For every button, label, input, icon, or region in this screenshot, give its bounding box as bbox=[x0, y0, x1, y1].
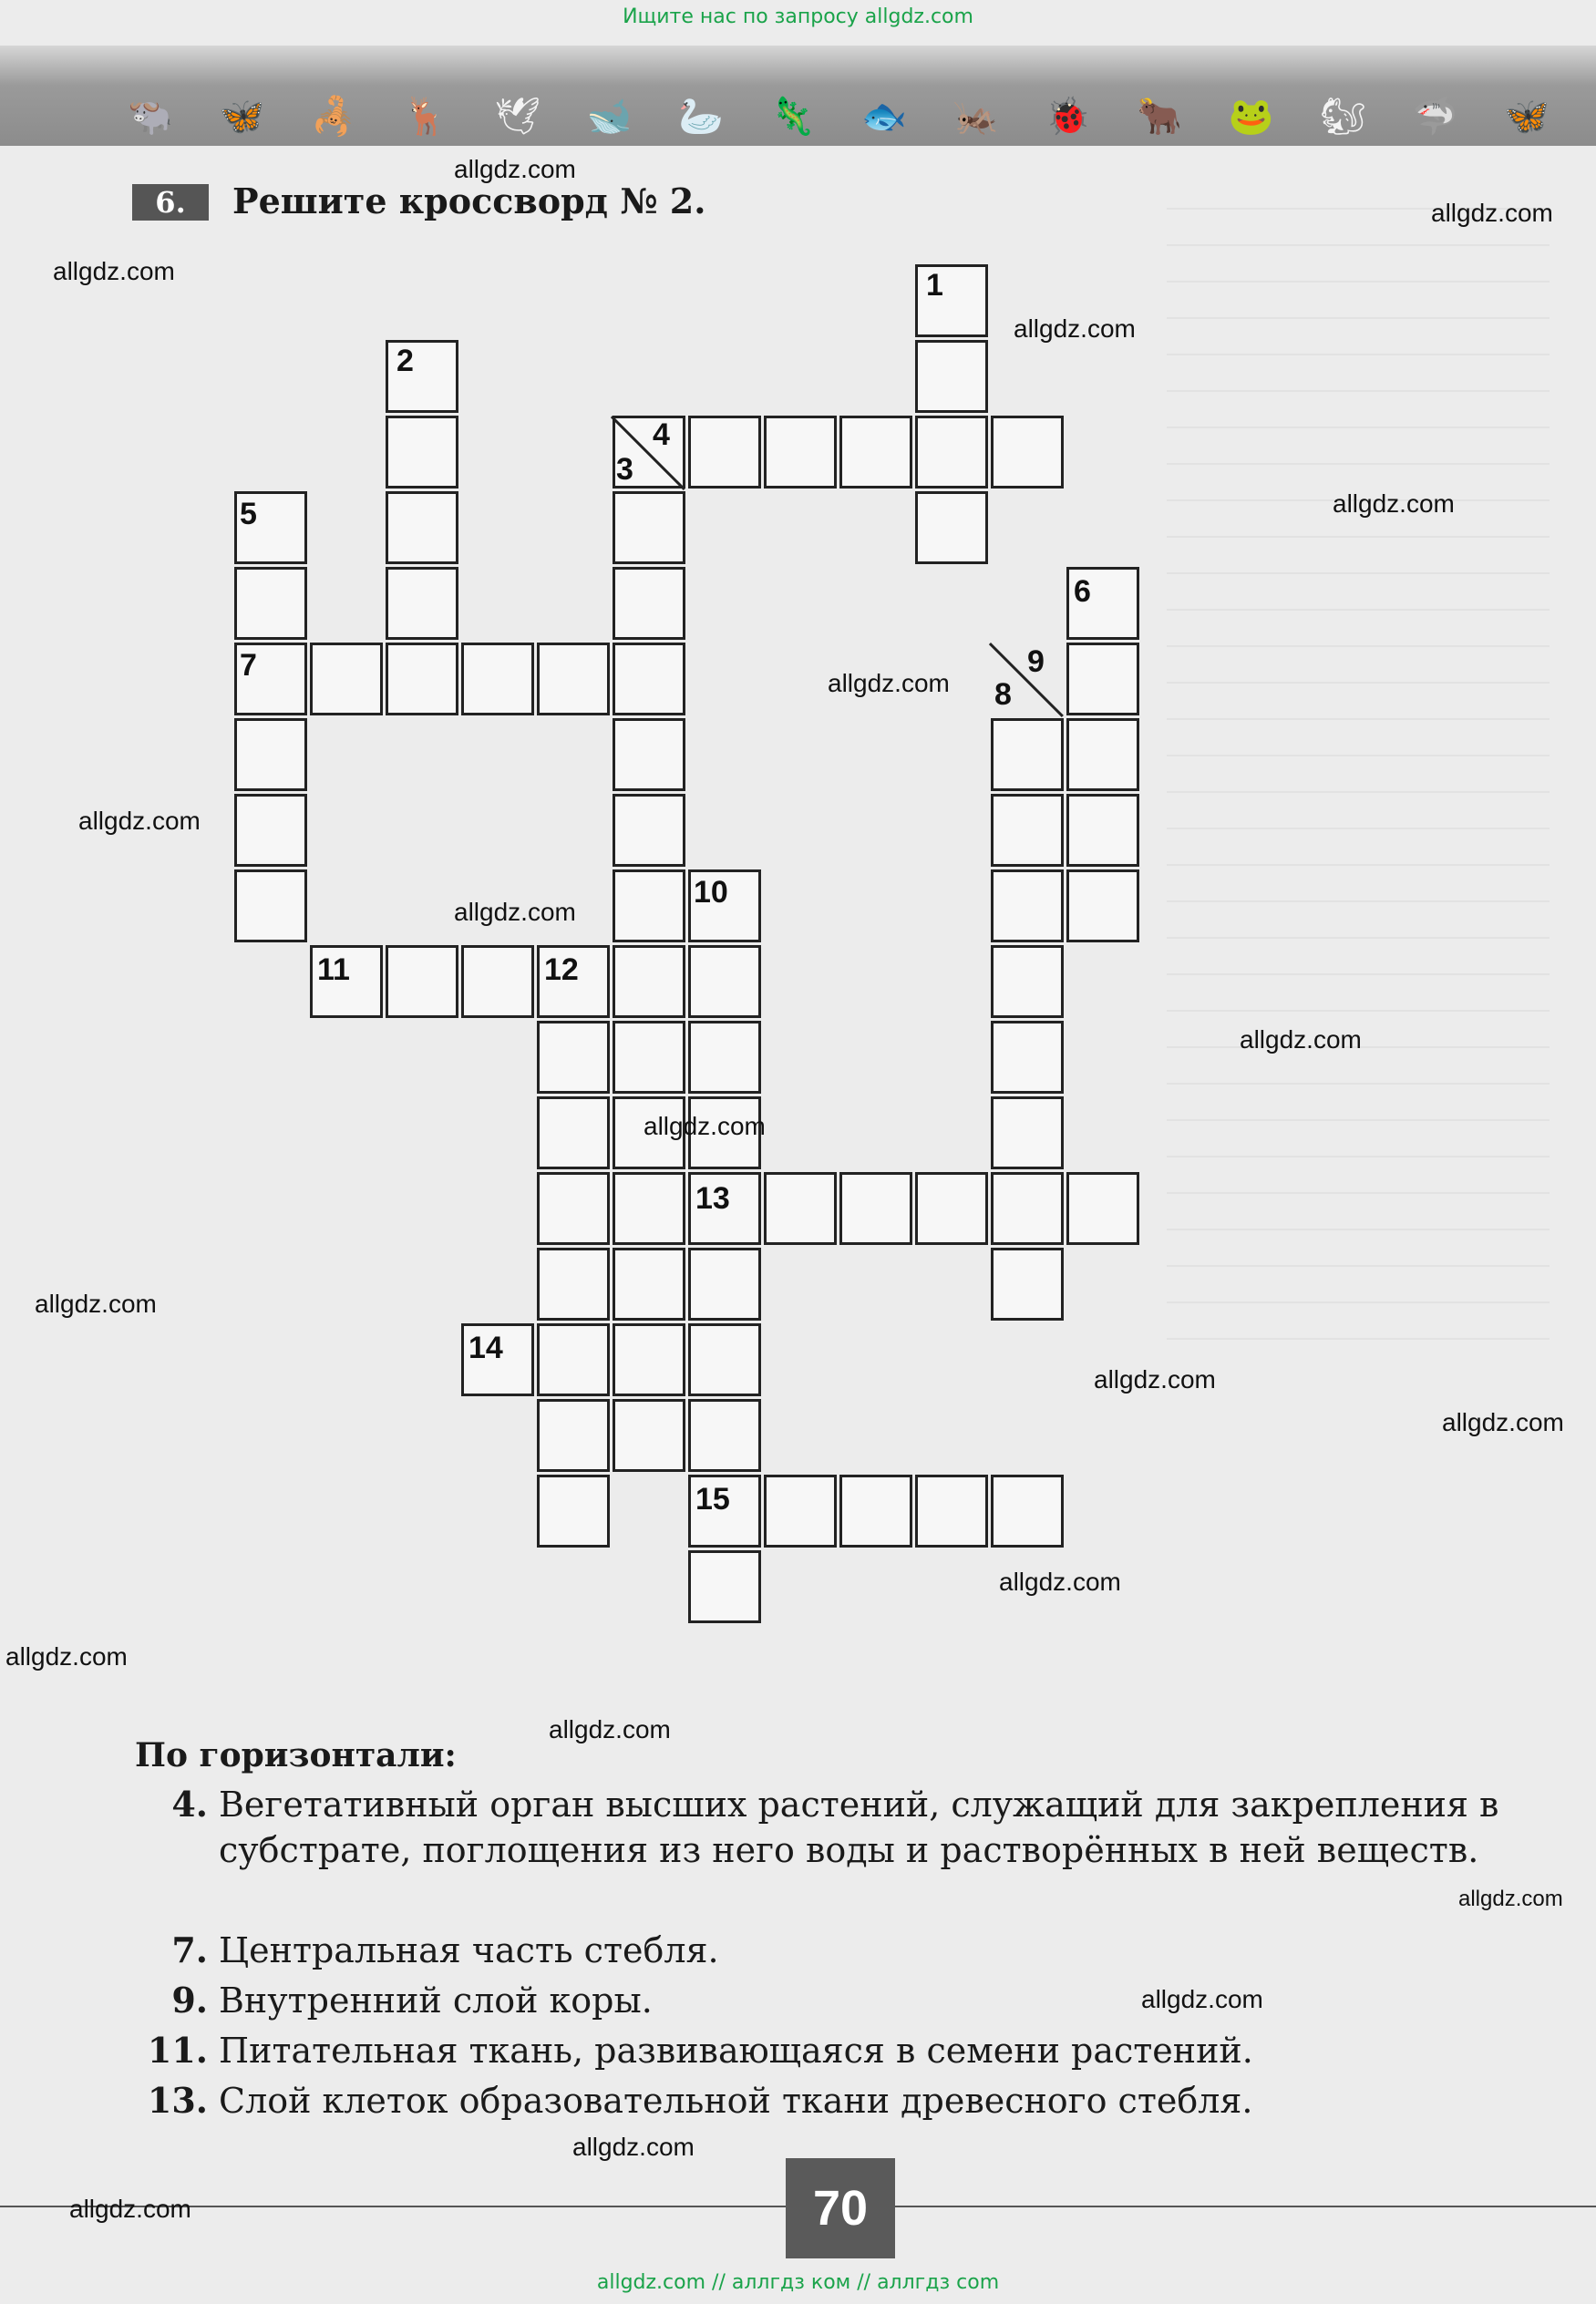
crossword-cell[interactable] bbox=[613, 869, 685, 942]
crossword-cell[interactable] bbox=[386, 567, 458, 640]
crossword-cell[interactable] bbox=[613, 794, 685, 867]
deer-icon: 🦌 bbox=[402, 95, 448, 138]
crossword-cell[interactable] bbox=[688, 1399, 761, 1472]
watermark: allgdz.com bbox=[1442, 1408, 1564, 1436]
watermark: allgdz.com bbox=[1240, 1025, 1362, 1054]
task-title: Решите кроссворд № 2. bbox=[232, 180, 706, 221]
crossword-number-8: 8 bbox=[994, 677, 1012, 712]
watermark: allgdz.com bbox=[549, 1715, 671, 1743]
frog-icon: 🐸 bbox=[1228, 95, 1274, 138]
watermark: allgdz.com bbox=[1094, 1365, 1216, 1394]
task-number-badge: 6. bbox=[132, 184, 209, 221]
crossword-number-1: 1 bbox=[926, 268, 943, 303]
crossword-number-15: 15 bbox=[695, 1482, 730, 1517]
crossword-cell[interactable] bbox=[537, 1323, 610, 1396]
watermark: allgdz.com bbox=[69, 2195, 191, 2223]
crossword-cell[interactable] bbox=[386, 416, 458, 489]
crossword-cell[interactable] bbox=[613, 1399, 685, 1472]
crossword-number-5: 5 bbox=[240, 497, 257, 531]
crossword-cell[interactable] bbox=[991, 869, 1064, 942]
crossword-number-6: 6 bbox=[1074, 574, 1091, 609]
watermark: allgdz.com bbox=[35, 1290, 157, 1318]
crossword-cell[interactable] bbox=[991, 1096, 1064, 1169]
heron-icon: 🦢 bbox=[678, 95, 725, 138]
crossword-cell[interactable] bbox=[688, 1021, 761, 1094]
crossword-cell[interactable] bbox=[991, 718, 1064, 791]
butterfly-icon: 🦋 bbox=[219, 95, 265, 138]
crossword-cell[interactable] bbox=[537, 1172, 610, 1245]
clues-heading: По горизонтали: bbox=[135, 1736, 457, 1774]
crossword-number-2: 2 bbox=[396, 344, 414, 378]
crossword-cell[interactable] bbox=[839, 416, 912, 489]
crossword-cell[interactable] bbox=[234, 718, 307, 791]
beetle-icon: 🐞 bbox=[1045, 95, 1091, 138]
crossword-cell[interactable] bbox=[991, 1248, 1064, 1321]
whale-icon: 🐋 bbox=[586, 95, 633, 138]
crossword-cell[interactable] bbox=[613, 945, 685, 1018]
crossword-cell[interactable] bbox=[688, 1550, 761, 1623]
crossword-cell[interactable] bbox=[537, 1399, 610, 1472]
crossword-cell[interactable] bbox=[537, 1021, 610, 1094]
crossword-cell[interactable] bbox=[839, 1172, 912, 1245]
crossword-cell[interactable] bbox=[764, 1475, 837, 1548]
watermark: allgdz.com bbox=[1333, 489, 1455, 518]
crossword-cell[interactable] bbox=[386, 643, 458, 715]
crossword-cell[interactable] bbox=[613, 1323, 685, 1396]
crossword-cell[interactable] bbox=[688, 416, 761, 489]
clue-item: 13. Слой клеток образовательной ткани древесного стебля. bbox=[147, 2080, 1253, 2121]
shark-icon: 🦈 bbox=[1412, 95, 1458, 138]
crossword-number-4: 4 bbox=[653, 417, 670, 452]
watermark: allgdz.com bbox=[644, 1112, 766, 1140]
crossword-cell[interactable] bbox=[537, 643, 610, 715]
crossword-cell[interactable] bbox=[613, 567, 685, 640]
lizard-icon: 🦎 bbox=[769, 95, 816, 138]
crossword-cell[interactable] bbox=[234, 567, 307, 640]
crossword-cell[interactable] bbox=[991, 1021, 1064, 1094]
crossword-cell[interactable] bbox=[613, 491, 685, 564]
crossword-cell[interactable] bbox=[386, 945, 458, 1018]
ox-icon: 🐂 bbox=[1136, 95, 1182, 138]
watermark: allgdz.com bbox=[454, 898, 576, 926]
watermark: allgdz.com bbox=[53, 257, 175, 285]
crossword-cell[interactable] bbox=[613, 1021, 685, 1094]
crossword-cell[interactable] bbox=[234, 794, 307, 867]
crossword-cell[interactable] bbox=[915, 1475, 988, 1548]
bison-icon: 🐃 bbox=[128, 95, 173, 138]
crossword-number-7: 7 bbox=[240, 648, 257, 683]
crossword-cell[interactable] bbox=[613, 1172, 685, 1245]
squirrel-icon: 🐿 bbox=[1320, 95, 1366, 138]
watermark: allgdz.com bbox=[1141, 1985, 1263, 2013]
crossword-cell[interactable] bbox=[764, 1172, 837, 1245]
crossword-cell[interactable] bbox=[991, 945, 1064, 1018]
watermark: allgdz.com bbox=[454, 155, 576, 183]
crossword-number-3: 3 bbox=[616, 452, 633, 487]
crossword-cell[interactable] bbox=[613, 643, 685, 715]
watermark: allgdz.com bbox=[1458, 1887, 1563, 1911]
crossword-number-12: 12 bbox=[544, 952, 579, 987]
bottom-site-links[interactable]: allgdz.com // аллгдз ком // аллгдз com bbox=[596, 2271, 1000, 2294]
mantis-icon: 🦗 bbox=[952, 95, 999, 138]
crossword-cell[interactable] bbox=[461, 945, 534, 1018]
crossword-cell[interactable] bbox=[688, 1323, 761, 1396]
watermark: allgdz.com bbox=[78, 807, 201, 835]
crossword-cell[interactable] bbox=[234, 869, 307, 942]
crossword-number-10: 10 bbox=[694, 875, 728, 910]
crossword-cell[interactable] bbox=[991, 794, 1064, 867]
watermark: allgdz.com bbox=[572, 2133, 695, 2161]
crossword-cell[interactable] bbox=[310, 643, 383, 715]
crossword-number-13: 13 bbox=[695, 1181, 730, 1216]
crossword-cell[interactable] bbox=[915, 1172, 988, 1245]
crossword-cell[interactable] bbox=[1066, 643, 1139, 715]
faded-background-text bbox=[1167, 173, 1550, 1358]
clue-item: 7. Центральная часть стебля. bbox=[171, 1929, 719, 1970]
page-number: 70 bbox=[786, 2158, 895, 2258]
crossword-cell[interactable] bbox=[1066, 718, 1139, 791]
crossword-cell[interactable] bbox=[537, 1475, 610, 1548]
crossword-cell[interactable] bbox=[461, 643, 534, 715]
crossword-cell[interactable] bbox=[915, 340, 988, 413]
fish-icon: 🐟 bbox=[861, 95, 908, 138]
crossword-number-11: 11 bbox=[317, 952, 350, 987]
watermark: allgdz.com bbox=[999, 1568, 1121, 1596]
crossword-cell[interactable] bbox=[613, 718, 685, 791]
crossword-number-14: 14 bbox=[469, 1331, 503, 1365]
crossword-cell[interactable] bbox=[1066, 1172, 1139, 1245]
watermark: allgdz.com bbox=[1431, 199, 1553, 227]
crossword-cell[interactable] bbox=[915, 416, 988, 489]
crossword-cell[interactable] bbox=[537, 1096, 610, 1169]
crossword-cell[interactable] bbox=[613, 1248, 685, 1321]
crossword-cell[interactable] bbox=[764, 416, 837, 489]
crossword-cell[interactable] bbox=[915, 491, 988, 564]
crossword-cell[interactable] bbox=[839, 1475, 912, 1548]
watermark: allgdz.com bbox=[5, 1642, 128, 1671]
crossword-cell[interactable] bbox=[537, 1248, 610, 1321]
clue-item: 4. Вегетативный орган высших растений, служащий для закрепления в субстрате, поглощения из него воды и растворённых в ней веществ. bbox=[171, 1784, 1499, 1870]
crossword-cell[interactable] bbox=[688, 1248, 761, 1321]
crossword-cell[interactable] bbox=[1066, 869, 1139, 942]
animal-silhouettes bbox=[128, 93, 1550, 139]
top-search-link[interactable]: Ищите нас по запросу allgdz.com bbox=[623, 5, 973, 28]
watermark: allgdz.com bbox=[828, 669, 950, 697]
scorpion-icon: 🦂 bbox=[311, 95, 356, 138]
crossword-cell[interactable] bbox=[1066, 794, 1139, 867]
crossword-number-9: 9 bbox=[1027, 644, 1045, 679]
bird-icon: 🕊 bbox=[494, 95, 541, 138]
butterfly-icon: 🦋 bbox=[1504, 95, 1550, 138]
crossword-cell[interactable] bbox=[991, 416, 1064, 489]
crossword-cell[interactable] bbox=[386, 491, 458, 564]
crossword-cell[interactable] bbox=[688, 945, 761, 1018]
clue-item: 9. Внутренний слой коры. bbox=[171, 1980, 653, 2021]
watermark: allgdz.com bbox=[1014, 314, 1136, 343]
clue-item: 11. Питательная ткань, развивающаяся в семени растений. bbox=[147, 2030, 1253, 2071]
crossword-cell[interactable] bbox=[991, 1475, 1064, 1548]
crossword-cell[interactable] bbox=[991, 1172, 1064, 1245]
